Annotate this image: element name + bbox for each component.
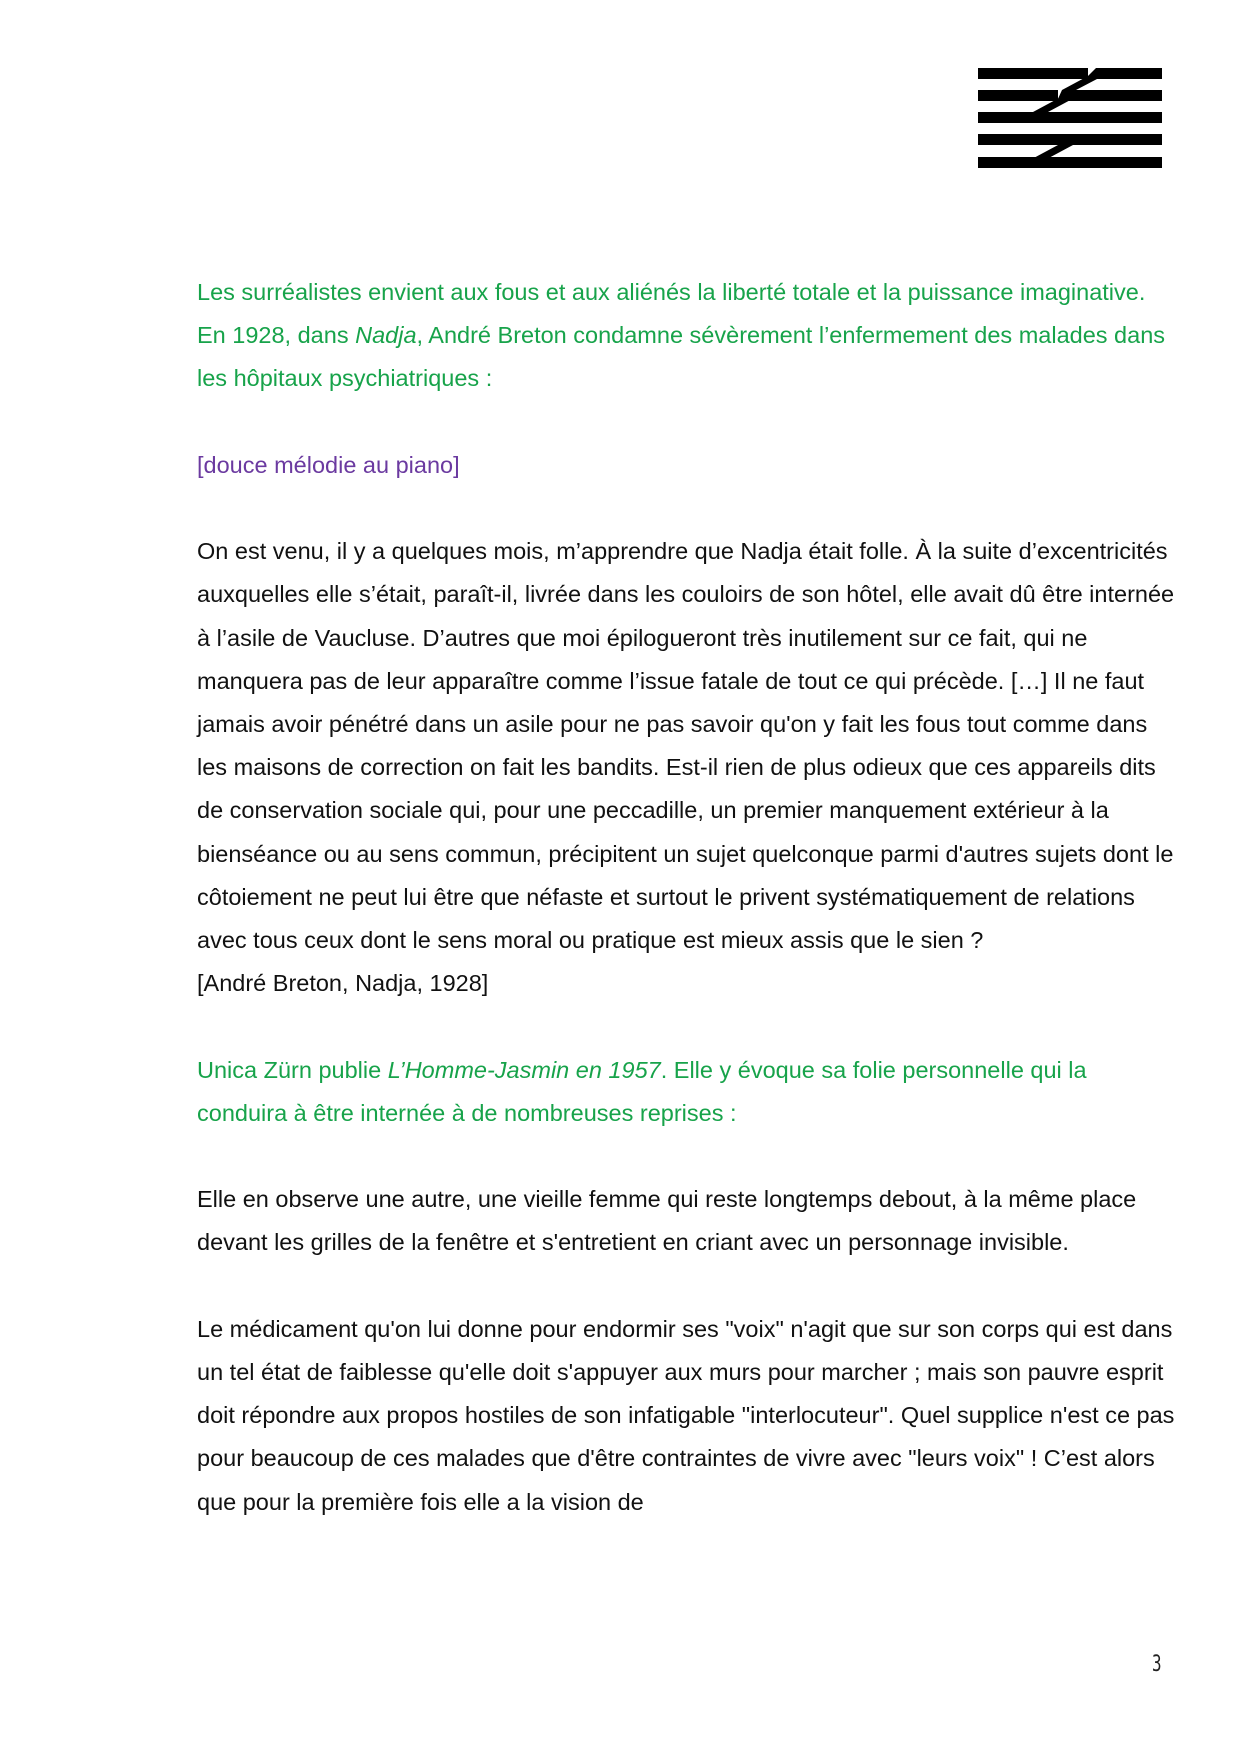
document-body: [197, 271, 1177, 1524]
sound-cue: [douce mélodie au piano]: [197, 451, 460, 478]
quote-paragraph: On est venu, il y a quelques mois, m’apprendre que Nadja était folle. À la suite d’excentricités auxquelles elle s’était, paraît-il, livrée dans les couloirs de son hôtel, elle avait dû être internée à l’asile de Vaucluse. D’autres que moi épilogueront très inutilement sur ce fait, qui ne manquera pas de leur apparaître comme l’issue fatale de tout ce qui précède. […] Il ne faut jamais avoir pénétré dans un asile pour ne pas savoir qu'on y fait les fous tout comme dans les maisons de correction on fait les bandits. Est-il rien de plus odieux que ces appareils dits de conservation sociale qui, pour une peccadille, un premier manquement extérieur à la bienséance ou au sens commun, précipitent un sujet quelconque parmi d'autres sujets dont le côtoiement ne peut lui être que néfaste et surtout le privent systématiquement de relations avec tous ceux dont le sens moral ou pratique est mieux assis que le sien ?: [197, 538, 1175, 954]
page-number: 3: [1152, 1652, 1162, 1677]
narration-text: , André Breton condamne sévèrement l’enfermement des malades dans les hôpitaux psychiatriques :: [197, 322, 1166, 392]
narration-paragraph: [197, 271, 1177, 401]
quote-paragraph: Le médicament qu'on lui donne pour endormir ses "voix" n'agit que sur son corps qui est dans un tel état de faiblesse qu'elle doit s'appuyer aux murs pour marcher ; mais son pauvre esprit doit répondre aux propos hostiles de son infatigable "interlocuteur". Quel supplice n'est ce pas pour beaucoup de ces malades que d'être contraintes de vivre avec "leurs voix" ! C’est alors que pour la première fois elle a la vision de: [197, 1315, 1175, 1515]
stripes-logo-icon: [978, 68, 1162, 168]
quote-source: [André Breton, Nadja, 1928]: [197, 970, 489, 997]
narration-text: Les surréalistes envient aux fous et aux aliénés la liberté totale et la puissance imaginative. En 1928, dans: [197, 279, 1146, 349]
book-title: L’Homme-Jasmin en 1957: [387, 1056, 661, 1083]
book-title: Nadja: [355, 322, 417, 349]
narration-paragraph: [197, 1049, 1177, 1135]
quote-paragraph: Elle en observe une autre, une vieille femme qui reste longtemps debout, à la même place devant les grilles de la fenêtre et s'entretient en criant avec un personnage invisible.: [197, 1186, 1137, 1256]
narration-text: . Elle y évoque sa folie personnelle qui la conduira à être internée à de nombreuses reprises :: [197, 1056, 1087, 1126]
narration-text: Unica Zürn publie: [197, 1056, 388, 1083]
